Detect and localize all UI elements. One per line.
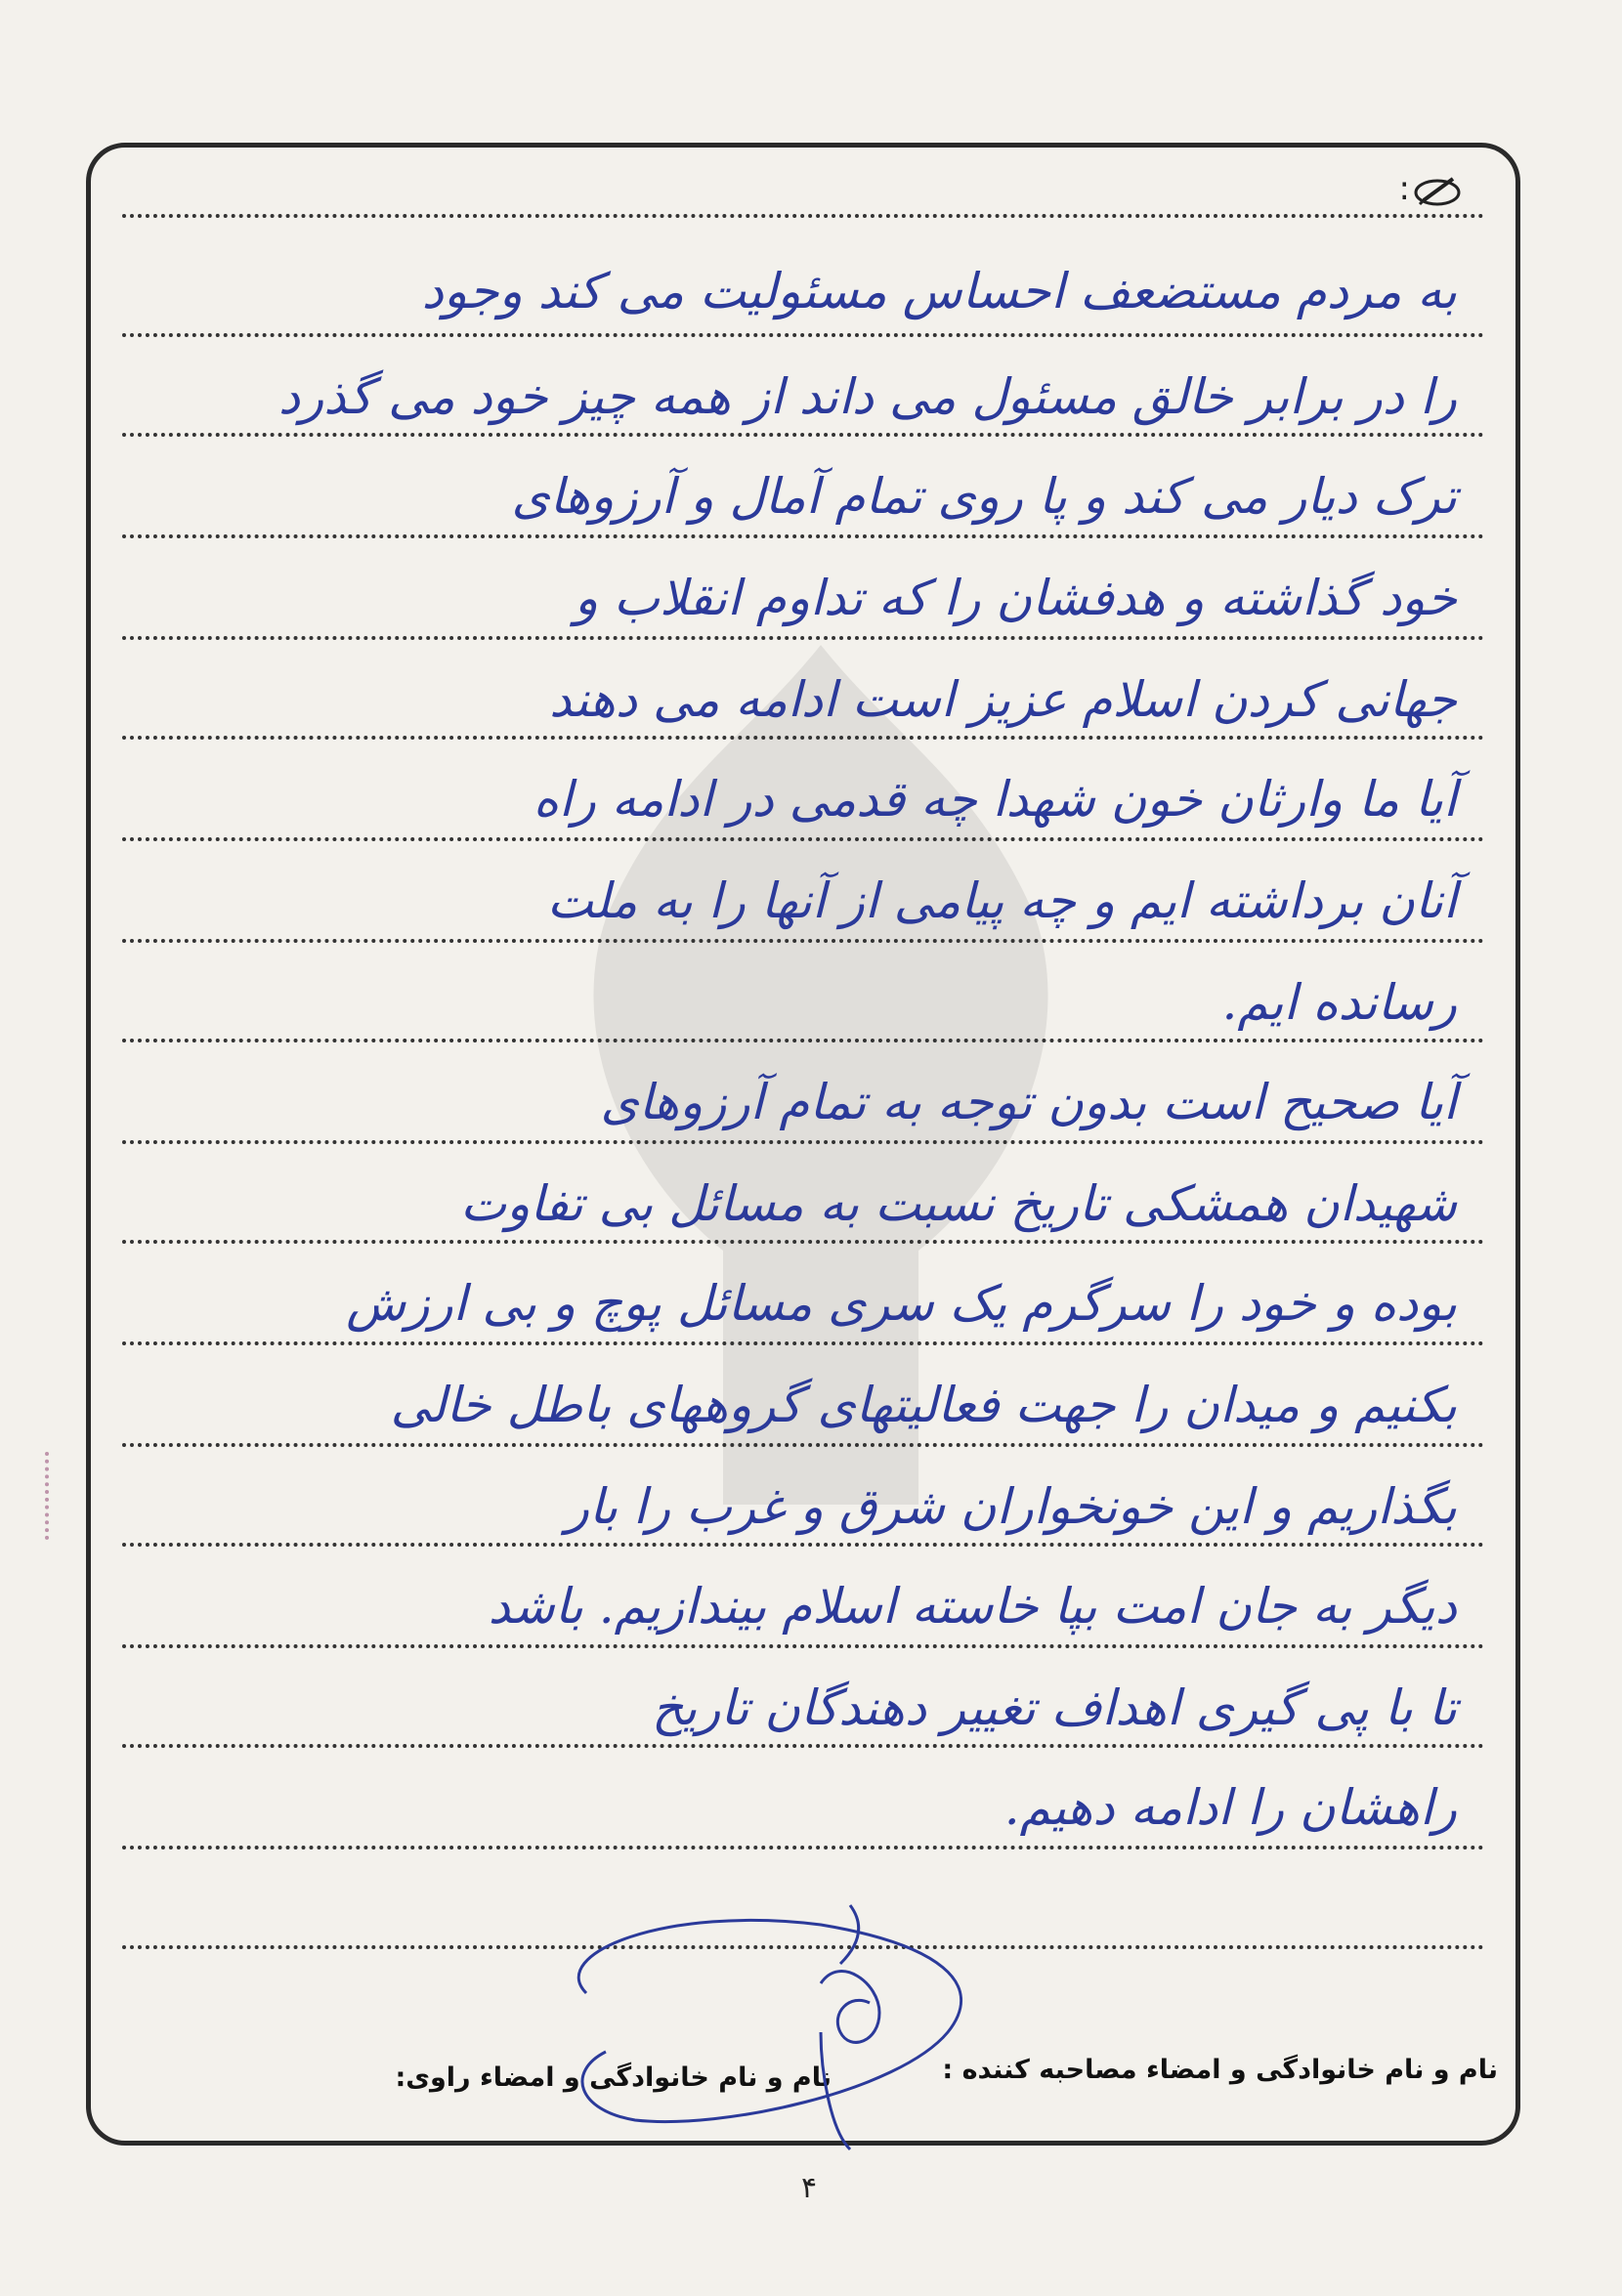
ruled-line [122,1140,1484,1144]
ruled-line [122,736,1484,740]
handwritten-line: دیگر به جان امت بپا خاسته اسلام بیندازیم. باشد [488,1578,1457,1635]
interviewer-signature-label: نام و نام خانوادگی و امضاء مصاحبه کننده : [942,2055,1498,2085]
ruled-line [122,939,1484,943]
ruled-line [122,1543,1484,1547]
ruled-line [122,1443,1484,1447]
handwritten-line: راهشان را ادامه دهیم. [1003,1779,1457,1836]
ruled-line [122,214,1484,218]
handwritten-line: به مردم مستضعف احساس مسئولیت می کند وجود [421,263,1457,319]
handwritten-line: جهانی کردن اسلام عزیز است ادامه می دهند [549,671,1457,728]
header-colon: : [1398,169,1410,208]
ruled-line [122,433,1484,437]
ruled-line [122,1240,1484,1244]
handwritten-line: بگذاریم و این خونخواران شرق و غرب را بار [565,1478,1457,1535]
signature [528,1837,997,2159]
ruled-line [122,1744,1484,1748]
ruled-line [122,534,1484,538]
handwritten-line: را در برابر خالق مسئول می داند از همه چیز خود می گذرد [277,368,1457,425]
handwritten-line: آیا ما وارثان خون شهدا چه قدمی در ادامه راه [533,771,1457,828]
handwritten-line: شهیدان همشکی تاریخ نسبت به مسائل بی تفاوت [460,1175,1457,1232]
handwritten-line: بوده و خود را سرگرم یک سری مسائل پوچ و بی ارزش [346,1275,1457,1332]
narrator-signature-label: نام و نام خانوادگی و امضاء راوی: [395,2062,832,2093]
ruled-line [122,333,1484,337]
ruled-line [122,1341,1484,1345]
handwritten-line: ترک دیار می کند و پا روی تمام آمال و آرزوهای [511,468,1457,525]
handwritten-line: رسانده ایم. [1221,974,1457,1031]
ruled-line [122,1644,1484,1648]
scan-mark [45,1452,55,1540]
handwritten-line: بکنیم و میدان را جهت فعالیتهای گروههای باطل خالی [390,1377,1457,1433]
ruled-line [122,837,1484,841]
handwritten-line: آنان برداشته ایم و چه پیامی از آنها را به ملت [546,872,1457,929]
ruled-line [122,1039,1484,1042]
handwritten-line: خود گذاشته و هدفشان را که تداوم انقلاب و [574,570,1457,626]
handwritten-line: آیا صحیح است بدون توجه به تمام آرزوهای [600,1074,1457,1130]
ruled-line [122,636,1484,640]
handwritten-line: تا با پی گیری اهداف تغییر دهندگان تاریخ [652,1679,1457,1736]
page-number: ۴ [801,2171,818,2205]
